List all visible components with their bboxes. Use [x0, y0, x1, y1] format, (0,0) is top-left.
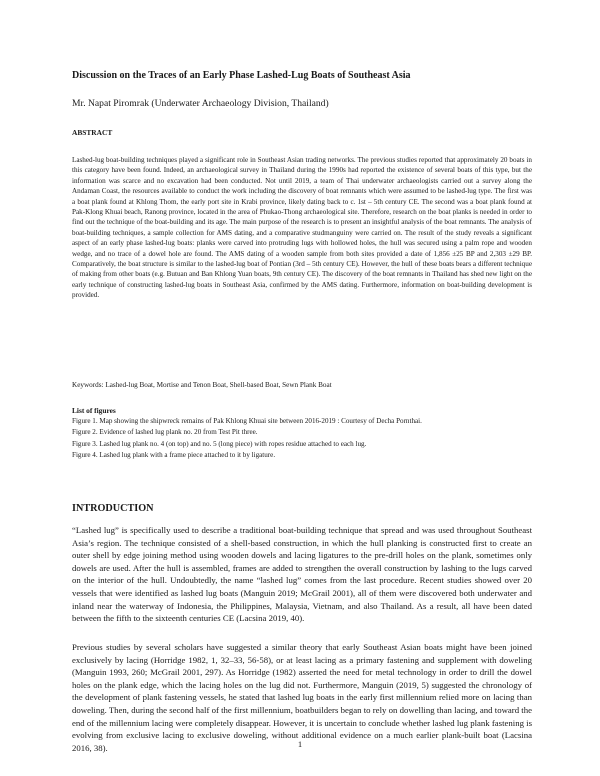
- figures-list: [72, 416, 422, 462]
- figure-item: Figure 4. Lashed lug plank with a frame piece attached to it by ligature.: [72, 451, 276, 460]
- introduction-paragraph-1: “Lashed lug” is specifically used to describe a traditional boat-building technique that spread and was used throughout Southeast Asia’s region. The technique consisted of a shell-based construction, in which the hull planking is constructed first to create an outer shell by edge joining method using wooden dowels and lacing ligatures to the pre-drill holes on the plank, sometimes only dowels are used. After the hull is assembled, frames are added to strengthen the overall construction by lashing to the lugs carved on the interior of the hull. Undoubtedly, the name “lashed lug” comes from the last procedure. Recent studies showed over 20 vessels that were identified as lashed lug boats (Manguin 2019; McGrail 2001), all of them were discovered both underwater and inland near the waterway of Indonesia, the Philippines, Malaysia, Vietnam, and also Thailand. As a result, all have been dated between the fifth to the sixteenth centuries CE (Lacsina 2019, 40).: [72, 525, 532, 624]
- abstract-body: Lashed-lug boat-building techniques played a significant role in Southeast Asian trading networks. The previous studies reported that approximately 20 boats in this category have been found. Indeed, an archaeological survey in Thailand during the 1990s had reported the existence of several boats of this type, but the information was scarce and no excavation had been conducted. Not until 2019, a team of Thai underwater archaeologists carried out a survey along the Andaman Coast, the resources available to conduct the work including the discovery of boat remnants which were assumed to be lashed-lug type. The first was a boat plank found at Khlong Thom, the early port site in Krabi province, likely dating back to c. 1st – 5th century CE. The second was a boat plank found at Pak-Klong Khuai beach, Ranong province, located in the area of Phukao-Thong archaeological site. Therefore, research on the boat planks is needed in order to find out the technique of the boat-building and its age. The main purpose of the research is to present an insightful analysis of the boat remnants. The analysis of boat-building techniques, a sample collection for AMS dating, and a comparative studmanguiny were carried on. The result of the study reveals a significant aspect of an early phase lashed-lug boats: planks were carved into protruding lugs with hollowed holes, the hull was secured using a palm rope and wooden wedge, and no trace of a dowel hole are found. The AMS dating of a wooden sample from both sites provided a date of 1,856 ±25 BP and 2,303 ±29 BP. Comparatively, the boat structure is similar to the lashed-lug boat of Pontian (3rd – 5th century CE). However, the hull of these boats bears a different technique of making from other boats (e.g. Butuan and Ban Khlong Yuan boats, 9th century CE). The discovery of the boat remnants in Thailand has shed new light on the early technique of constructing lashed-lug boats in Southeast Asia, confirmed by the AMS dating. Furthermore, information on boat-building development is provided.: [72, 156, 532, 300]
- keywords-line: Keywords: Lashed-lug Boat, Mortise and Tenon Boat, Shell-based Boat, Sewn Plank Boat: [72, 381, 332, 389]
- figure-item: Figure 1. Map showing the shipwreck remains of Pak Khlong Khuai site between 2016-2019 : Courtesy of Decha Pornthai.: [72, 417, 422, 425]
- introduction-heading: INTRODUCTION: [72, 503, 154, 514]
- figure-item: Figure 2. Evidence of lashed lug plank no. 20 from Test Pit three.: [72, 428, 258, 437]
- author-line: Mr. Napat Piromrak (Underwater Archaeology Division, Thailand): [72, 98, 329, 109]
- introduction-paragraph-2: Previous studies by several scholars have suggested a similar theory that early Southeast Asian boats might have been joined exclusively by lacing (Horridge 1982, 1, 32–33, 56-58), or at least lacing as a primary fastening and supplement with doweling (Manguin 1993, 260; McGrail 2001, 297). As Horridge (1982) asserted the need for metal technology in order to drill the dowel holes on the plank edge, which the lacing holes on the lug did not. Furthermore, Manguin (2019, 5) suggested the chronology of the development of plank fastening vessels, he stated that lashed lug boats in the early first millennium relied more on lacing than doweling. Then, during the second half of the first millennium, boatbuilders began to rely on dowelling than lacing, and toward the end of the millennium lacing were completely disappear. However, it is uncertain to conclude whether lashed lug plank fastening is evolving from exclusive lacing to exclusive doweling, without additional evidence on a much earlier plank-built boat (Lacsina 2016, 38).: [72, 642, 532, 753]
- paper-title: Discussion on the Traces of an Early Phase Lashed-Lug Boats of Southeast Asia: [72, 70, 411, 81]
- figures-heading: List of figures: [72, 406, 116, 415]
- figure-item: Figure 3. Lashed lug plank no. 4 (on top) and no. 5 (long piece) with ropes residue attached to each lug.: [72, 439, 367, 448]
- page-number: 1: [297, 739, 303, 749]
- abstract-heading: ABSTRACT: [72, 128, 113, 137]
